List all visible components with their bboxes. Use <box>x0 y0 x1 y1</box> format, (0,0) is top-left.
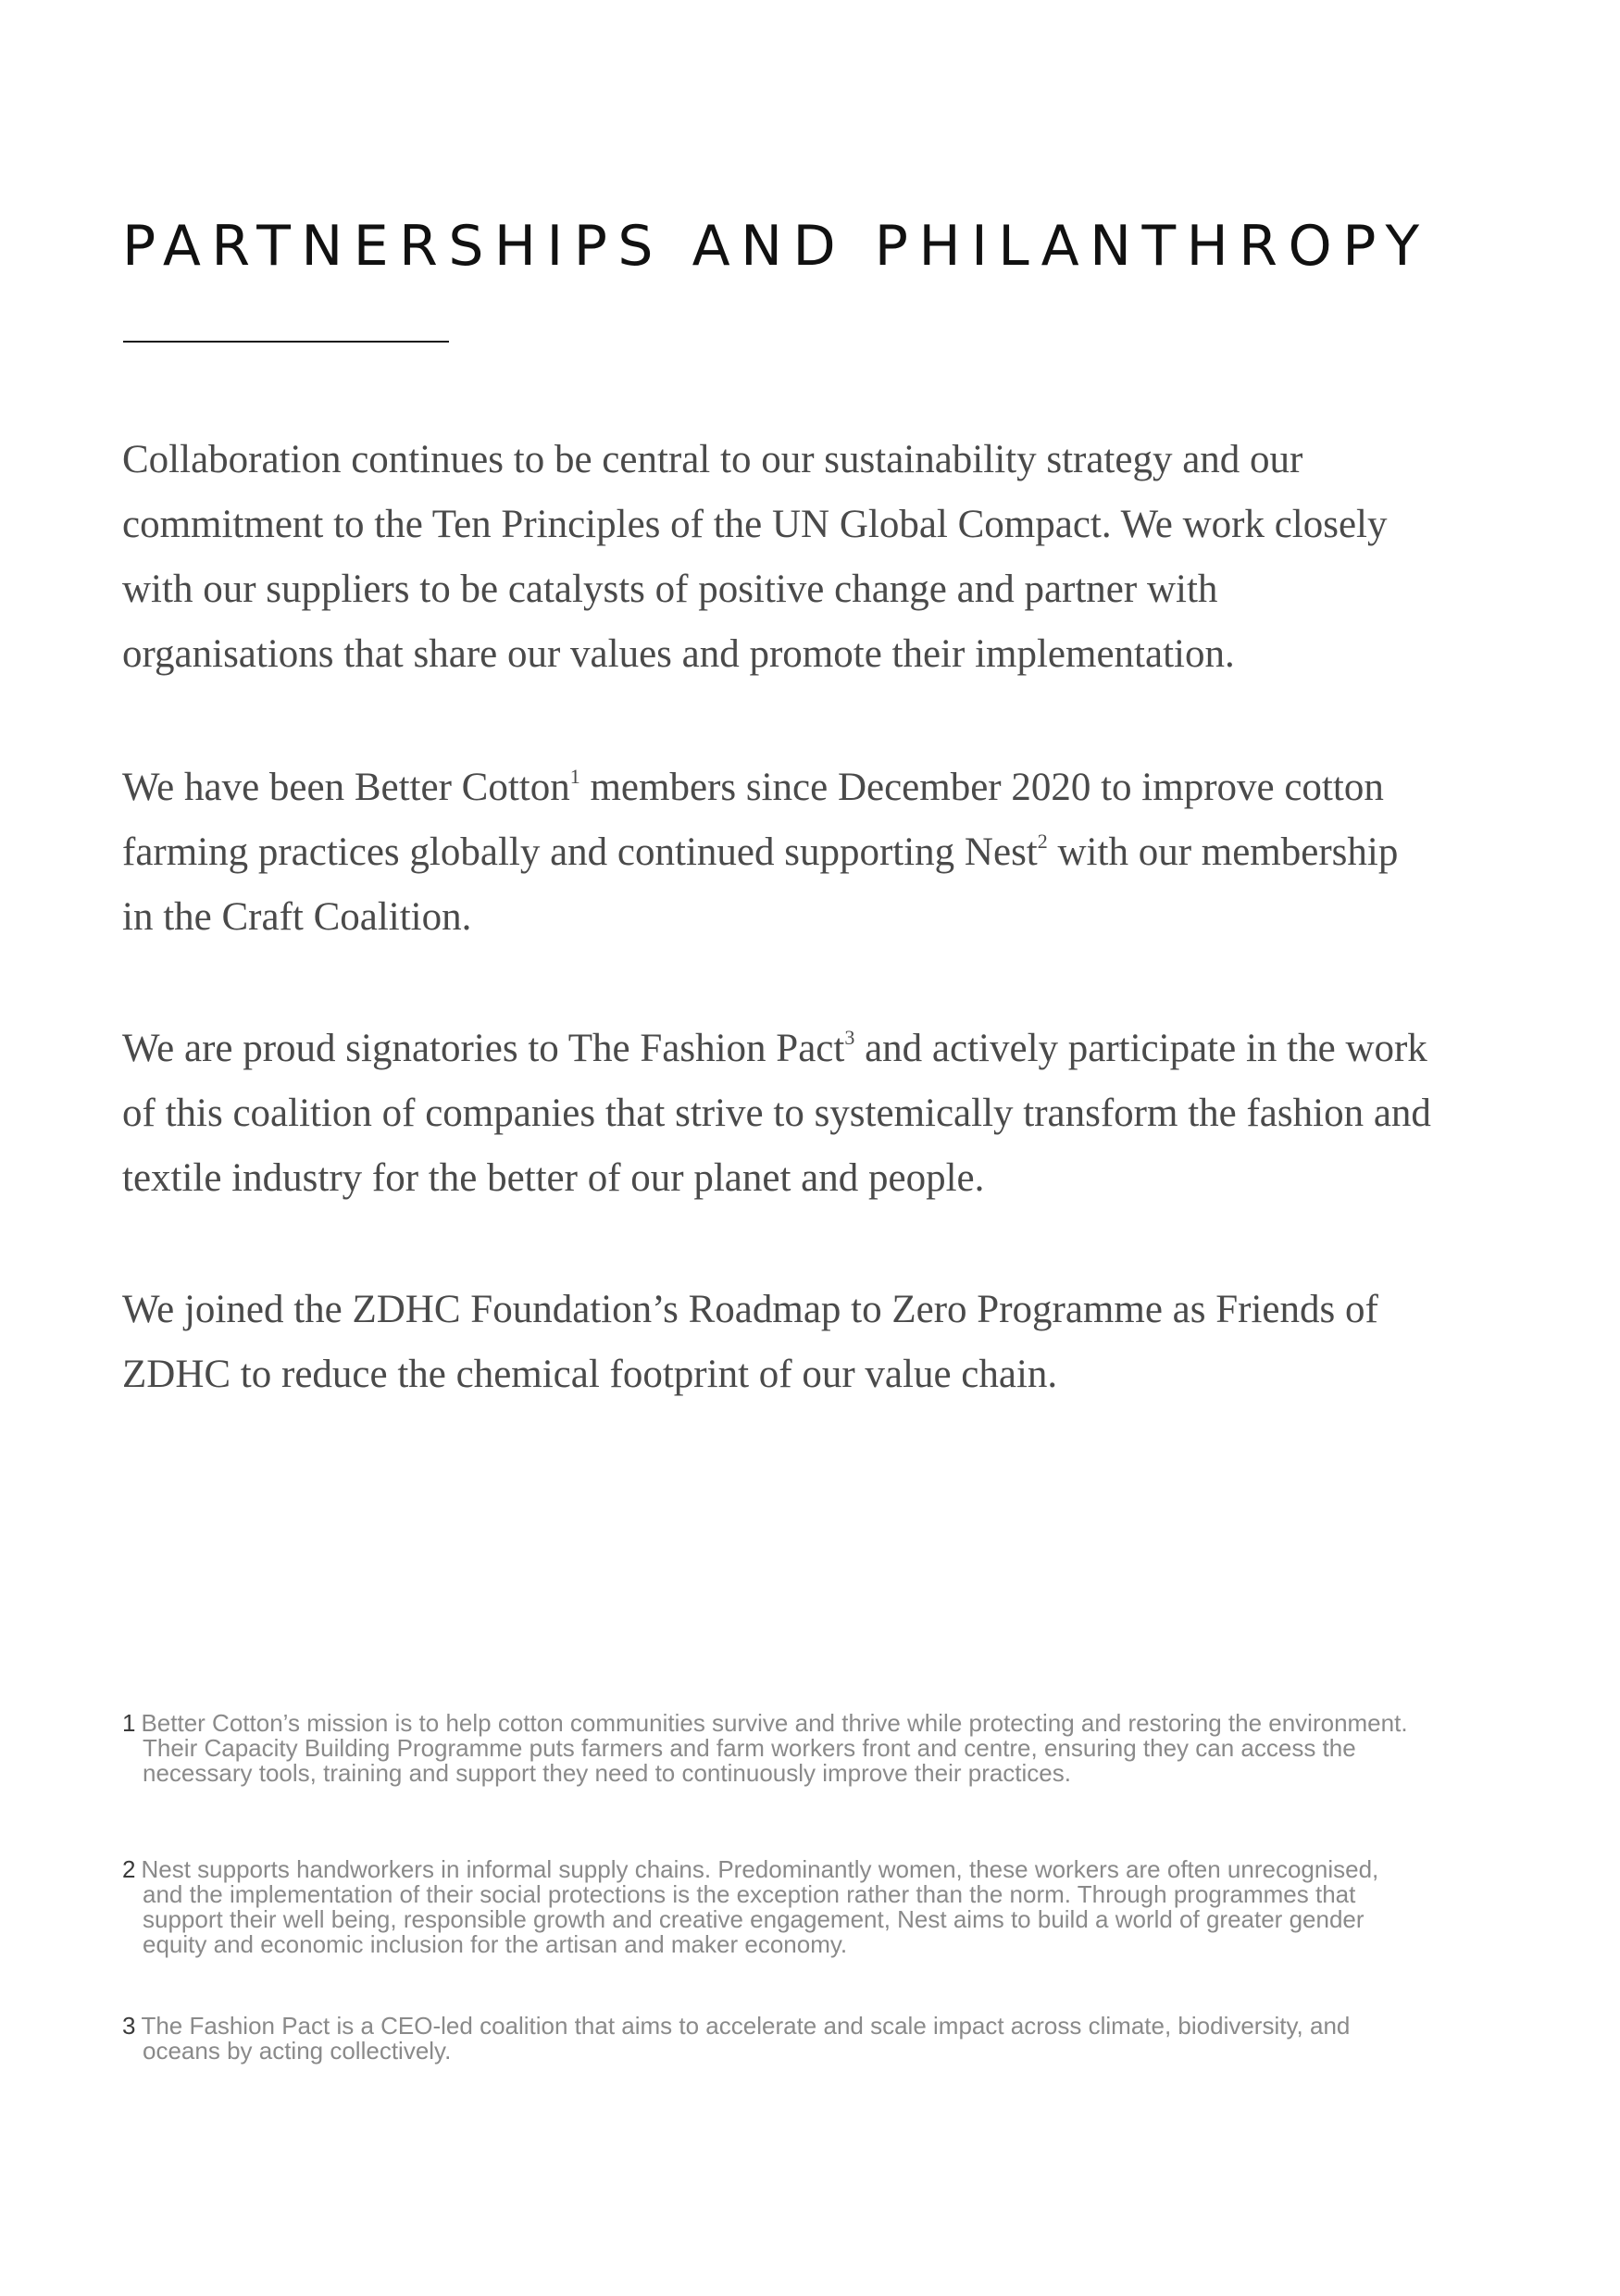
text-run: We have been Better Cotton <box>122 766 570 809</box>
paragraph-fashion-pact <box>122 1017 1502 1211</box>
footnote-1 <box>122 1711 1511 1786</box>
text-run: members since December 2020 to improve cotton <box>579 766 1384 809</box>
footnote-ref-3: 3 <box>844 1026 855 1049</box>
paragraph-line: organisations that share our values and promote their implementation. <box>122 632 1235 676</box>
footnote-number: 3 <box>122 2012 136 2040</box>
paragraph-line: in the Craft Coalition. <box>122 895 472 939</box>
paragraph-line: Collaboration continues to be central to our sustainability strategy and our <box>122 438 1303 481</box>
footnote-3 <box>122 2014 1511 2064</box>
paragraph-line: We joined the ZDHC Foundation’s Roadmap to Zero Programme as Friends of <box>122 1288 1378 1331</box>
page-title: PARTNERSHIPS AND PHILANTHROPY <box>122 214 1430 279</box>
footnote-number: 1 <box>122 1709 136 1737</box>
paragraph-line <box>122 820 1502 885</box>
footnote-line: Their Capacity Building Programme puts farmers and farm workers front and centre, ensuring they can access the <box>143 1734 1356 1762</box>
footnote-line: necessary tools, training and support they need to continuously improve their practices. <box>143 1759 1071 1787</box>
text-run: The Fashion Pact is a CEO-led coalition that aims to accelerate and scale impact across climate, biodiversity, and <box>141 2012 1351 2040</box>
footnote-line: and the implementation of their social protections is the exception rather than the norm. Through programmes that <box>143 1880 1356 1908</box>
paragraph-collaboration <box>122 428 1502 687</box>
footnote-number: 2 <box>122 1855 136 1883</box>
footnote-line: equity and economic inclusion for the artisan and maker economy. <box>143 1930 848 1958</box>
footnote-line <box>122 1711 1511 1736</box>
footnote-ref-1: 1 <box>569 765 580 788</box>
paragraph-line: of this coalition of companies that strive to systemically transform the fashion and <box>122 1092 1431 1135</box>
footnote-line <box>122 1857 1511 1882</box>
paragraph-zdhc <box>122 1278 1502 1407</box>
footnote-line <box>122 2014 1511 2039</box>
text-run: Nest supports handworkers in informal supply chains. Predominantly women, these workers are often unrecognised, <box>141 1855 1379 1883</box>
footnote-ref-2: 2 <box>1037 830 1048 853</box>
text-run: and actively participate in the work <box>854 1027 1427 1070</box>
paragraph-line: ZDHC to reduce the chemical footprint of our value chain. <box>122 1353 1058 1396</box>
paragraph-better-cotton <box>122 755 1502 950</box>
paragraph-line <box>122 755 1502 820</box>
text-run: farming practices globally and continued supporting Nest <box>122 830 1038 874</box>
paragraph-line: commitment to the Ten Principles of the UN Global Compact. We work closely <box>122 503 1388 546</box>
footnote-2 <box>122 1857 1511 1957</box>
text-run: We are proud signatories to The Fashion Pact <box>122 1027 845 1070</box>
text-run: Better Cotton’s mission is to help cotton communities survive and thrive while protecting and restoring the environment. <box>141 1709 1408 1737</box>
footnote-line: support their well being, responsible growth and creative engagement, Nest aims to build a world of greater gender <box>143 1905 1365 1933</box>
paragraph-line <box>122 1017 1502 1081</box>
text-run: with our membership <box>1047 830 1399 874</box>
paragraph-line: with our suppliers to be catalysts of positive change and partner with <box>122 568 1218 611</box>
footnote-line: oceans by acting collectively. <box>143 2037 452 2065</box>
title-divider <box>123 341 449 343</box>
paragraph-line: textile industry for the better of our planet and people. <box>122 1156 985 1200</box>
